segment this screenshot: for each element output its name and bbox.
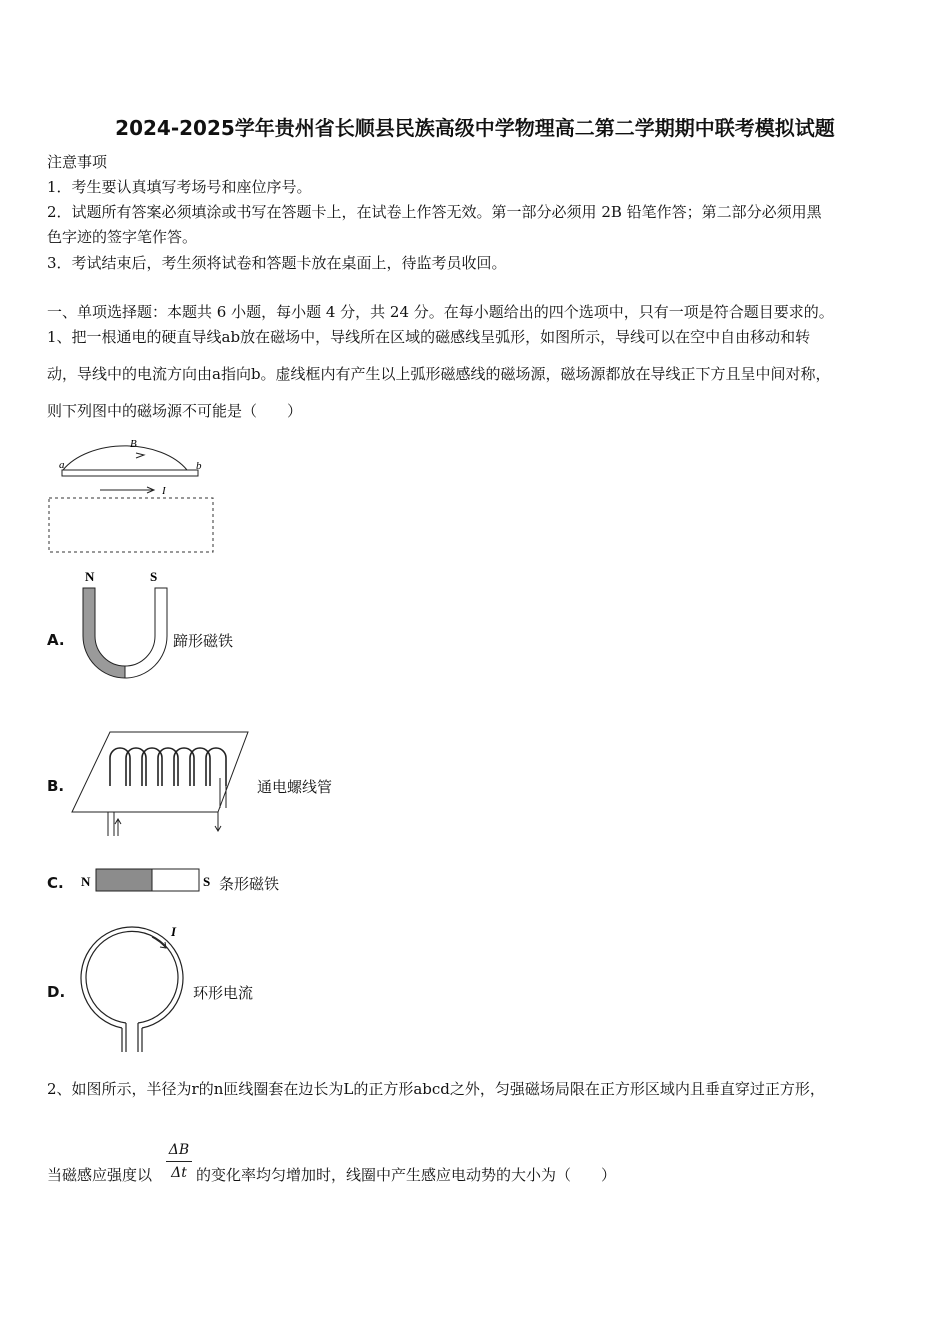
option-d-caption: 环形电流 bbox=[193, 984, 254, 1002]
label-b: b bbox=[196, 460, 202, 472]
option-c-letter: C. bbox=[47, 874, 64, 892]
option-a-caption: 蹄形磁铁 bbox=[173, 632, 234, 650]
pole-n-label: N bbox=[85, 569, 95, 584]
pole-n-label: N bbox=[81, 874, 91, 889]
notice-heading: 注意事项 bbox=[47, 153, 108, 171]
question-2-text-suffix: 的变化率均匀增加时，线圈中产生感应电动势的大小为（ ） bbox=[196, 1166, 617, 1184]
wire-ab bbox=[62, 470, 198, 476]
bar-n-half bbox=[96, 869, 152, 891]
label-I: I bbox=[162, 485, 166, 497]
option-b-letter: B. bbox=[47, 777, 65, 795]
question-1-text: 则下列图中的磁场源不可能是（ ） bbox=[47, 402, 303, 420]
solenoid-figure bbox=[68, 728, 253, 840]
bar-s-half bbox=[152, 869, 199, 891]
section-heading: 一、单项选择题：本题共 6 小题，每小题 4 分，共 24 分。在每小题给出的四个选项中，只有一项是符合题目要求的。 bbox=[47, 303, 834, 321]
pole-s-label: S bbox=[150, 569, 158, 584]
notice-item: 1．考生要认真填写考场号和座位序号。 bbox=[47, 178, 312, 196]
label-I: I bbox=[171, 924, 177, 939]
question-1-text: 动，导线中的电流方向由a指向b。虚线框内有产生以上弧形磁感线的磁场源，磁场源都放在导线正下方且呈中间对称， bbox=[47, 365, 831, 383]
solenoid-board bbox=[72, 732, 248, 812]
question-2-text-prefix: 当磁感应强度以 bbox=[47, 1166, 153, 1184]
notice-item: 色字迹的签字笔作答。 bbox=[47, 228, 198, 246]
fraction-numerator: ΔB bbox=[168, 1142, 190, 1158]
notice-item: 2．试题所有答案必须填涂或书写在答题卡上，在试卷上作答无效。第一部分必须用 2B 铅笔作答；第二部分必须用黑 bbox=[47, 203, 822, 221]
label-B: B bbox=[130, 438, 137, 450]
label-a: a bbox=[59, 459, 65, 471]
magnet-s-half bbox=[125, 588, 167, 678]
horseshoe-magnet-figure bbox=[78, 566, 173, 686]
option-b-caption: 通电螺线管 bbox=[257, 778, 333, 796]
question-1-figure bbox=[45, 432, 220, 557]
magnet-n-half bbox=[83, 588, 125, 678]
bar-magnet-figure bbox=[78, 866, 218, 896]
loop-inner bbox=[86, 931, 178, 1023]
notice-item: 3．考试结束后，考生须将试卷和答题卡放在桌面上，待监考员收回。 bbox=[47, 254, 507, 272]
option-a-letter: A. bbox=[47, 631, 65, 649]
loop-current-figure bbox=[76, 920, 191, 1055]
rate-fraction bbox=[164, 1140, 194, 1183]
fraction-denominator: Δt bbox=[171, 1165, 187, 1181]
field-arc bbox=[63, 446, 187, 470]
dashed-source-box bbox=[49, 498, 213, 552]
arc-arrow-icon bbox=[136, 453, 144, 458]
option-c-caption: 条形磁铁 bbox=[219, 875, 280, 893]
exam-title: 2024-2025学年贵州省长顺县民族高级中学物理高二第二学期期中联考模拟试题 bbox=[115, 116, 835, 140]
option-d-letter: D. bbox=[47, 983, 66, 1001]
question-2-text: 2、如图所示，半径为r的n匝线圈套在边长为L的正方形abcd之外，匀强磁场局限在正方形区域内且垂直穿过正方形， bbox=[47, 1080, 825, 1098]
question-1-text: 1、把一根通电的硬直导线ab放在磁场中，导线所在区域的磁感线呈弧形，如图所示，导线可以在空中自由移动和转 bbox=[47, 328, 811, 346]
pole-s-label: S bbox=[203, 874, 211, 889]
loop-outer bbox=[81, 927, 183, 1028]
